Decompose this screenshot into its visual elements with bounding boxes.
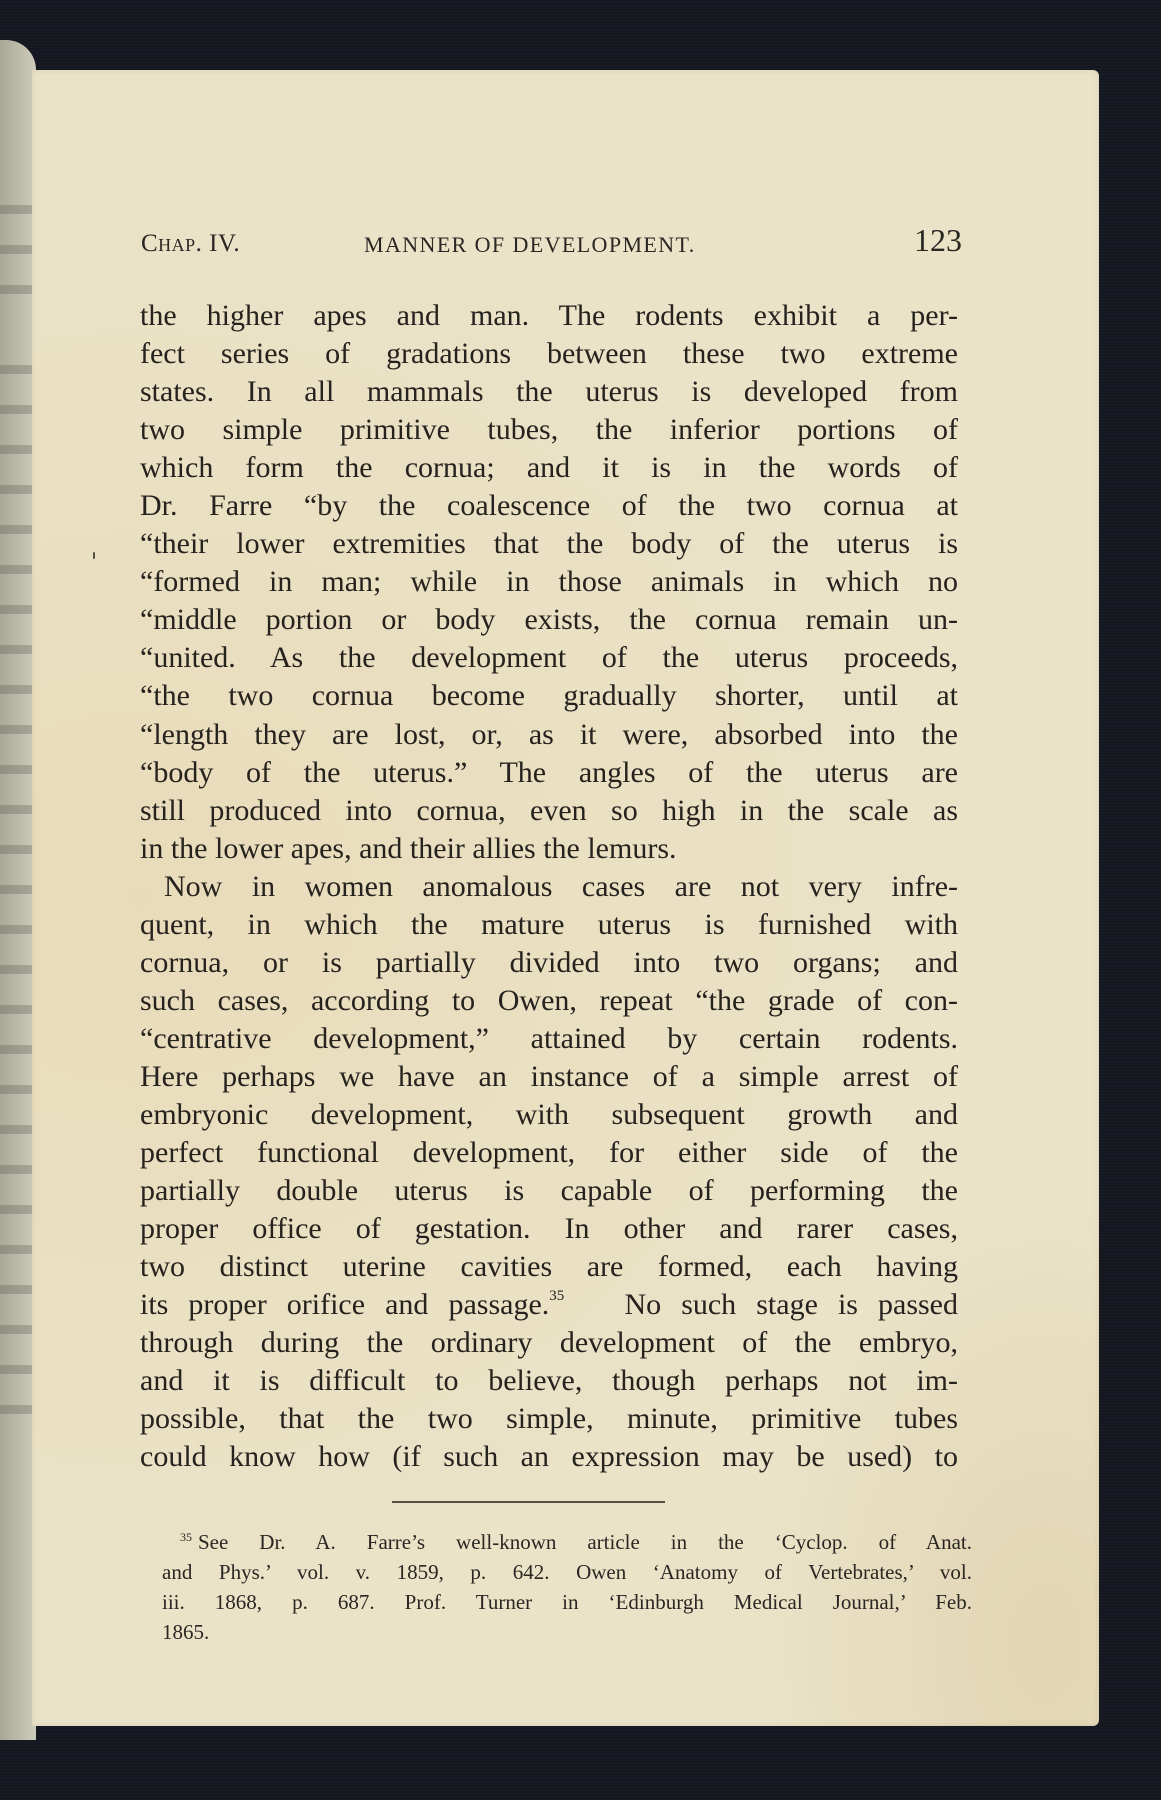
bleed-through-text: [0, 245, 34, 254]
paragraph-end-line: in the lower apes, and their allies the lemurs.: [140, 831, 677, 865]
body-text: [140, 297, 958, 1476]
bleed-through-text: [0, 1045, 34, 1054]
text-line: “middle portion or body exists, the cornua remain un-: [140, 603, 958, 637]
text-line: could know how (if such an expression may be used) to: [140, 1440, 958, 1474]
footnote-number: 35: [180, 1530, 192, 1544]
text-line: which form the cornua; and it is in the words of: [140, 451, 958, 485]
bleed-through-text: [0, 1365, 34, 1374]
footnote-line: 1865.: [162, 1620, 210, 1644]
bleed-through-text: [0, 685, 34, 694]
text-segment: its proper orifice and passage.: [140, 1288, 550, 1322]
text-line: perfect functional development, for either side of the: [140, 1136, 958, 1170]
text-line: cornua, or is partially divided into two organs; and: [140, 945, 958, 979]
text-line: through during the ordinary development of the embryo,: [140, 1326, 958, 1360]
text-line: two simple primitive tubes, the inferior portions of: [140, 413, 958, 447]
running-title: MANNER OF DEVELOPMENT.: [364, 232, 696, 257]
paper-speck: [93, 552, 95, 559]
text-segment: No such stage is passed: [624, 1288, 958, 1322]
bleed-through-text: [0, 1205, 34, 1214]
page-number: 123: [914, 222, 962, 258]
bleed-through-text: [0, 645, 34, 654]
text-line: “the two cornua become gradually shorter, until at: [140, 679, 958, 713]
bleed-through-text: [0, 525, 34, 534]
footnote-reference[interactable]: 35: [549, 1288, 565, 1305]
footnote: [162, 1527, 972, 1647]
footnote-line: iii. 1868, p. 687. Prof. Turner in ‘Edinburgh Medical Journal,’ Feb.: [162, 1590, 972, 1614]
bleed-through-text: [0, 565, 34, 574]
bleed-through-text: [0, 485, 34, 494]
text-line: “body of the uterus.” The angles of the uterus are: [140, 755, 958, 789]
bleed-through-text: [0, 1285, 34, 1294]
footnote-line: and Phys.’ vol. v. 1859, p. 642. Owen ‘Anatomy of Vertebrates,’ vol.: [162, 1560, 972, 1584]
text-line: states. In all mammals the uterus is developed from: [140, 375, 958, 409]
text-line: two distinct uterine cavities are formed, each having: [140, 1250, 958, 1284]
bleed-through-text: [0, 1085, 34, 1094]
text-segment: [564, 1288, 624, 1321]
footnote-text: See Dr. A. Farre’s well-known article in the ‘Cyclop. of Anat.: [198, 1530, 972, 1554]
bleed-through-text: [0, 405, 34, 414]
bleed-through-text: [0, 365, 34, 374]
footnote-line: [162, 1527, 972, 1557]
text-line: Dr. Farre “by the coalescence of the two cornua at: [140, 489, 958, 523]
bleed-through-text: [0, 725, 34, 734]
bleed-through-text: [0, 965, 34, 974]
text-line: fect series of gradations between these two extreme: [140, 337, 958, 371]
bleed-through-text: [0, 1325, 34, 1334]
bleed-through-text: [0, 1005, 34, 1014]
paragraph-start-line: Now in women anomalous cases are not very infre-: [164, 869, 958, 903]
text-line: proper office of gestation. In other and rarer cases,: [140, 1212, 958, 1246]
bleed-through-text: [0, 925, 34, 934]
text-line: “their lower extremities that the body of the uterus is: [140, 527, 958, 561]
bleed-through-text: [0, 885, 34, 894]
bleed-through-text: [0, 805, 34, 814]
text-line: Here perhaps we have an instance of a simple arrest of: [140, 1059, 958, 1093]
running-head: [138, 222, 998, 270]
footnote-divider: [392, 1501, 665, 1503]
text-line: “united. As the development of the uterus proceeds,: [140, 641, 958, 675]
text-line-with-footnote: [140, 1286, 958, 1324]
bleed-through-text: [0, 445, 34, 454]
bleed-through-text: [0, 205, 34, 214]
text-line: embryonic development, with subsequent growth and: [140, 1097, 958, 1131]
bleed-through-text: [0, 1165, 34, 1174]
text-line: the higher apes and man. The rodents exhibit a per-: [140, 299, 958, 332]
bleed-through-text: [0, 1125, 34, 1134]
text-line: “centrative development,” attained by certain rodents.: [140, 1021, 958, 1055]
text-line: “formed in man; while in those animals in which no: [140, 565, 958, 599]
text-line: such cases, according to Owen, repeat “the grade of con-: [140, 983, 958, 1017]
bleed-through-text: [0, 1245, 34, 1254]
bleed-through-text: [0, 285, 34, 294]
text-line: possible, that the two simple, minute, primitive tubes: [140, 1402, 958, 1436]
bleed-through-text: [0, 1405, 34, 1414]
bleed-through-text: [0, 605, 34, 614]
previous-page-edge: [0, 40, 36, 1740]
text-line: “length they are lost, or, as it were, absorbed into the: [140, 717, 958, 751]
bleed-through-text: [0, 845, 34, 854]
text-line: still produced into cornua, even so high in the scale as: [140, 793, 958, 827]
book-page: [32, 70, 1099, 1726]
bleed-through-text: [0, 765, 34, 774]
text-line: and it is difficult to believe, though perhaps not im-: [140, 1364, 958, 1398]
text-line: quent, in which the mature uterus is furnished with: [140, 907, 958, 941]
text-line: partially double uterus is capable of performing the: [140, 1174, 958, 1208]
chapter-label: Chap. IV.: [141, 230, 241, 257]
